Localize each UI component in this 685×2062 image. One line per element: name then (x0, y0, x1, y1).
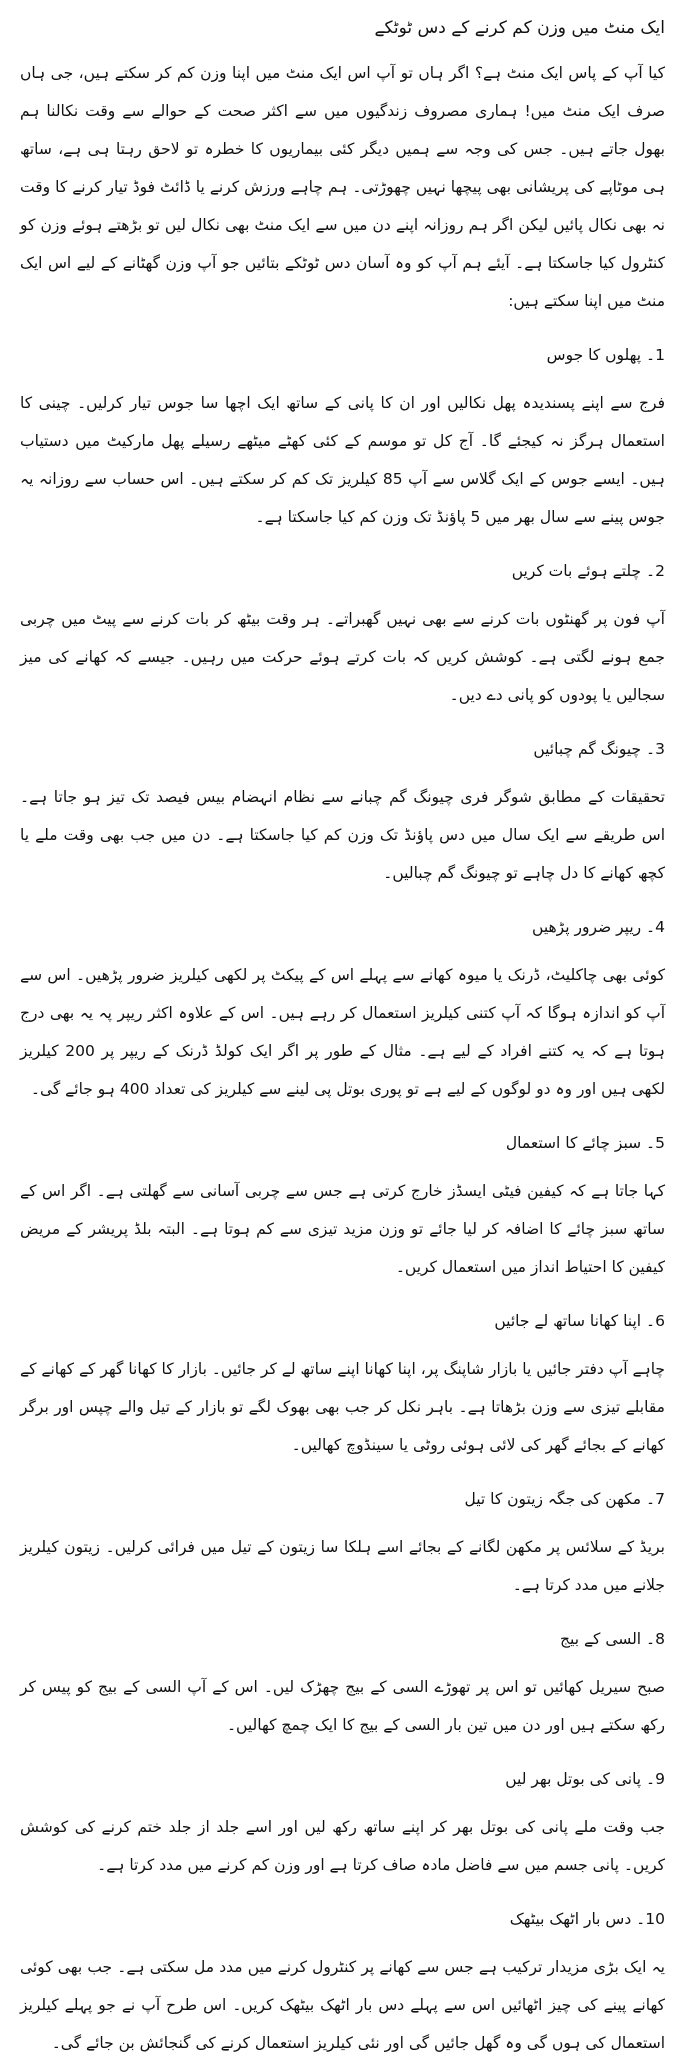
tip-heading-3: 3۔ چیونگ گم چبائیں (533, 740, 665, 758)
tip-heading-6: 6۔ اپنا کھانا ساتھ لے جائیں (494, 1312, 665, 1330)
tip-heading-7: 7۔ مکھن کی جگہ زیتون کا تیل (464, 1490, 665, 1508)
tip-heading-8: 8۔ السی کے بیج (560, 1630, 665, 1648)
tip-heading-4: 4۔ ریپر ضرور پڑھیں (532, 918, 665, 936)
tip-heading-9: 9۔ پانی کی بوتل بھر لیں (505, 1770, 665, 1788)
tip-body-6: چاہے آپ دفتر جائیں یا بازار شاپنگ پر، اپنا کھانا اپنے ساتھ لے کر جائیں۔ بازار کا کھانا گھر کے کھانے کے مقابلے تیزی سے وزن بڑھاتا ہے۔ باہر نکل کر جب بھی بھوک لگے تو بازار کے تیل والے چپس اور برگر کھانے کے بجائے گھر کی لائی ہوئی روٹی یا سینڈوچ کھالیں۔ (19, 1360, 665, 1454)
tip-heading-10: 10۔ دس بار اٹھک بیٹھک (509, 1910, 665, 1928)
tip-body-7: بریڈ کے سلائس پر مکھن لگانے کے بجائے اسے ہلکا سا زیتون کے تیل میں فرائی کرلیں۔ زیتون کیلریز جلانے میں مدد کرتا ہے۔ (20, 1538, 665, 1594)
tip-heading-5: 5۔ سبز چائے کا استعمال (505, 1134, 665, 1152)
article-title: ایک منٹ میں وزن کم کرنے کے دس ٹوٹکے (374, 18, 665, 38)
tip-heading-2: 2۔ چلتے ہوئے بات کریں (511, 562, 665, 580)
article-intro: کیا آپ کے پاس ایک منٹ ہے؟ اگر ہاں تو آپ اس ایک منٹ میں اپنا وزن کم کر سکتے ہیں، جی ہاں صرف ایک منٹ میں! ہماری مصروف زندگیوں میں سے اکثر صحت کے حوالے سے وقت نکالنا ہم بھول جاتے ہیں۔ جس کی وجہ سے ہمیں دیگر کئی بیماریوں کا خطرہ تو لاحق رہتا ہی ہے، ساتھ ہی موٹاپے کی پریشانی بھی پیچھا نہیں چھوڑتی۔ ہم چاہے ورزش کرنے یا ڈائٹ فوڈ تیار کرنے کا وقت نہ بھی نکال پائیں لیکن اگر ہم روزانہ اپنے دن میں سے ایک منٹ بھی نکال لیں تو بڑھتے ہوئے وزن کو کنٹرول کیا جاسکتا ہے۔ آیئے ہم آپ کو وہ آسان دس ٹوٹکے بتائیں جو آپ وزن گھٹانے کے لیے اس ایک منٹ میں اپنا سکتے ہیں: (20, 64, 665, 310)
tip-body-9: جب وقت ملے پانی کی بوتل بھر کر اپنے ساتھ رکھ لیں اور اسے جلد از جلد ختم کرنے کی کوشش کریں۔ پانی جسم میں سے فاضل مادہ صاف کرتا ہے اور وزن کم کرنے میں مدد کرتا ہے۔ (20, 1818, 665, 1874)
tip-body-3: تحقیقات کے مطابق شوگر فری چیونگ گم چبانے سے نظام انہضام بیس فیصد تک تیز ہو جاتا ہے۔ اس طریقے سے ایک سال میں دس پاؤنڈ تک وزن کم کیا جاسکتا ہے۔ دن میں جب بھی وقت ملے یا کچھ کھانے کا دل چاہے تو چیونگ گم چبالیں۔ (20, 788, 665, 882)
tip-body-8: صبح سیریل کھائیں تو اس پر تھوڑے السی کے بیج چھڑک لیں۔ اس کے آپ السی کے بیج کو پیس کر رکھ سکتے ہیں اور دن میں تین بار السی کے بیج کا ایک چمچ کھالیں۔ (20, 1678, 665, 1734)
tip-heading-1: 1۔ پھلوں کا جوس (546, 346, 665, 364)
tip-body-4: کوئی بھی چاکلیٹ، ڈرنک یا میوہ کھانے سے پہلے اس کے پیکٹ پر لکھی کیلریز ضرور پڑھیں۔ اس سے آپ کو اندازہ ہوگا کہ آپ کتنی کیلریز استعمال کر رہے ہیں۔ اس کے علاوہ اکثر ریپر پہ یہ بھی درج ہوتا ہے کہ یہ کتنے افراد کے لیے ہے۔ مثال کے طور پر اگر ایک کولڈ ڈرنک کے ریپر پر 200 کیلریز لکھی ہیں اور وہ دو لوگوں کے لیے ہے تو پوری بوتل پی لینے سے کیلریز کی تعداد 400 ہو جائے گی۔ (20, 966, 665, 1098)
tip-body-5: کہا جاتا ہے کہ کیفین فیٹی ایسڈز خارج کرتی ہے جس سے چربی آسانی سے گھلتی ہے۔ اگر اس کے ساتھ سبز چائے کا اضافہ کر لیا جائے تو وزن مزید تیزی سے کم ہوتا ہے۔ البتہ بلڈ پریشر کے مریض کیفین کا احتیاط انداز میں استعمال کریں۔ (20, 1182, 665, 1276)
tip-body-10: یہ ایک بڑی مزیدار ترکیب ہے جس سے کھانے پر کنٹرول کرنے میں مدد مل سکتی ہے۔ جب بھی کوئی کھانے پینے کی چیز اٹھائیں اس سے پہلے دس بار اٹھک بیٹھک کریں۔ اس طرح آپ نے جو پہلے کیلریز استعمال کی ہوں گی وہ گھل جائیں گی اور نئی کیلریز استعمال کرنے کی گنجائش بن جائے گی۔ (20, 1958, 665, 2052)
tip-body-2: آپ فون پر گھنٹوں بات کرنے سے بھی نہیں گھبراتے۔ ہر وقت بیٹھ کر بات کرنے سے پیٹ میں چربی جمع ہونے لگتی ہے۔ کوشش کریں کہ بات کرتے ہوئے حرکت میں رہیں۔ جیسے کہ کھانے کی میز سجالیں یا پودوں کو پانی دے دیں۔ (20, 610, 665, 704)
tip-body-1: فرج سے اپنے پسندیدہ پھل نکالیں اور ان کا پانی کے ساتھ ایک اچھا سا جوس تیار کرلیں۔ چینی کا استعمال ہرگز نہ کیجئے گا۔ آج کل تو موسم کے کئی کھٹے میٹھے رسیلے پھل مارکیٹ میں دستیاب ہیں۔ ایسے جوس کے ایک گلاس سے آپ 85 کیلریز تک کم کر سکتے ہیں۔ اس حساب سے روزانہ یہ جوس پینے سے سال بھر میں 5 پاؤنڈ تک وزن کم کیا جاسکتا ہے۔ (20, 394, 665, 526)
